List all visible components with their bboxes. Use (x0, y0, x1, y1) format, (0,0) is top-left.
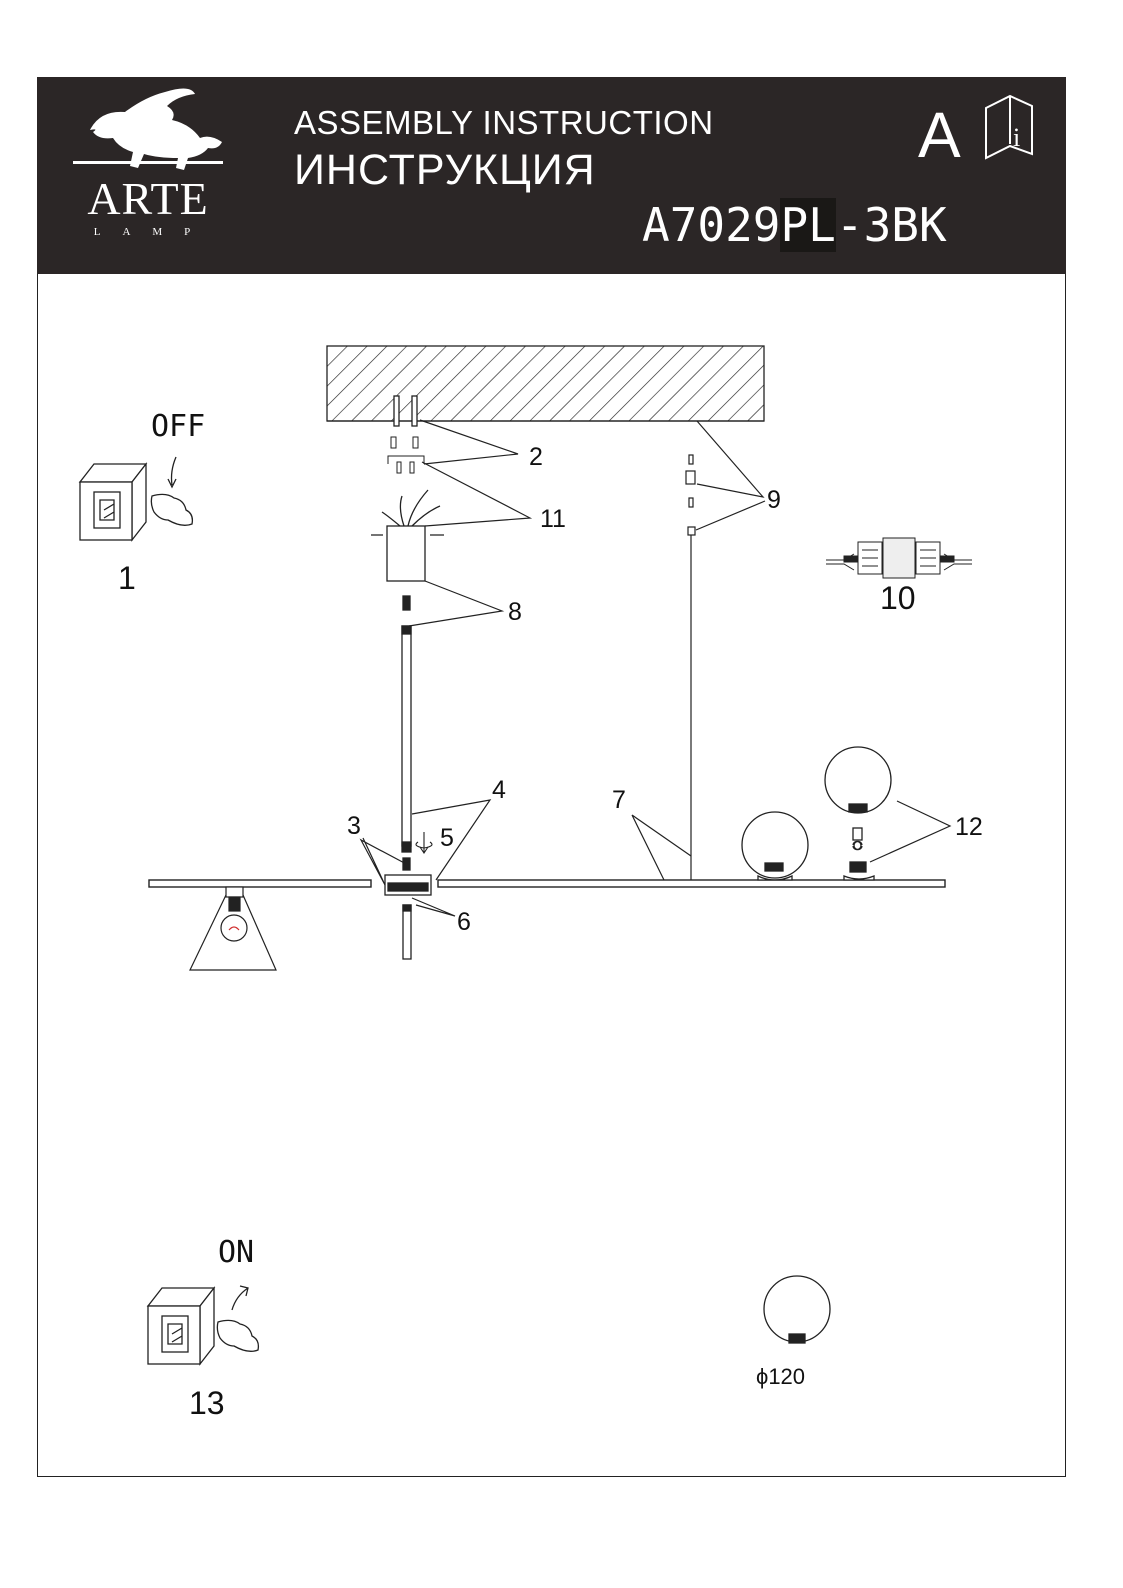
callout-12: 12 (955, 813, 983, 841)
callout-2: 2 (529, 443, 543, 471)
terminal-block-icon (826, 538, 972, 578)
bulb-shade (190, 887, 276, 970)
callout-lines-3-4-6 (361, 800, 490, 916)
callout-lines-2 (420, 420, 518, 464)
callout-5: 5 (440, 824, 454, 852)
switch-off-label: OFF (151, 409, 206, 444)
step-1: 1 (118, 560, 136, 596)
switch-on-icon (148, 1286, 258, 1364)
rotation-arrow (416, 832, 432, 853)
svg-text:i: i (1013, 123, 1021, 152)
callout-6: 6 (457, 908, 471, 936)
anchors (388, 437, 424, 473)
globe-loose (825, 747, 891, 880)
model-number (642, 198, 947, 252)
title-russian: ИНСТРУКЦИЯ (294, 146, 596, 194)
griffin-logo-icon (73, 88, 223, 170)
switch-off-icon (80, 457, 192, 540)
hub (385, 875, 431, 959)
switch-on-label: ON (218, 1235, 255, 1270)
info-letter: A (918, 99, 961, 171)
callout-9: 9 (767, 486, 781, 514)
horizontal-arm (149, 880, 945, 887)
callout-10: 10 (880, 580, 916, 616)
callout-lines-12 (870, 801, 950, 862)
model-suffix: -3BK (835, 198, 947, 252)
callout-11: 11 (540, 505, 566, 533)
brand-subtitle: LAMP (93, 226, 213, 238)
globe-diameter-label: ϕ120 (756, 1364, 806, 1389)
model-highlight: PL (780, 198, 836, 252)
model-prefix: A7029 (642, 198, 781, 252)
callout-7: 7 (612, 786, 626, 814)
ceiling (327, 346, 764, 421)
central-rod (402, 626, 411, 870)
callout-lines-9-7 (632, 421, 765, 880)
canopy (371, 490, 444, 610)
dimension-globe (764, 1276, 830, 1343)
callout-4: 4 (492, 776, 506, 804)
globe-mounted (742, 812, 808, 880)
step-13: 13 (189, 1385, 225, 1421)
callout-3: 3 (347, 812, 361, 840)
brand-name: ARTE (87, 173, 209, 224)
suspension-wire (686, 455, 695, 880)
title-english: ASSEMBLY INSTRUCTION (294, 104, 714, 141)
callout-8: 8 (508, 598, 522, 626)
info-book-icon (986, 96, 1032, 158)
